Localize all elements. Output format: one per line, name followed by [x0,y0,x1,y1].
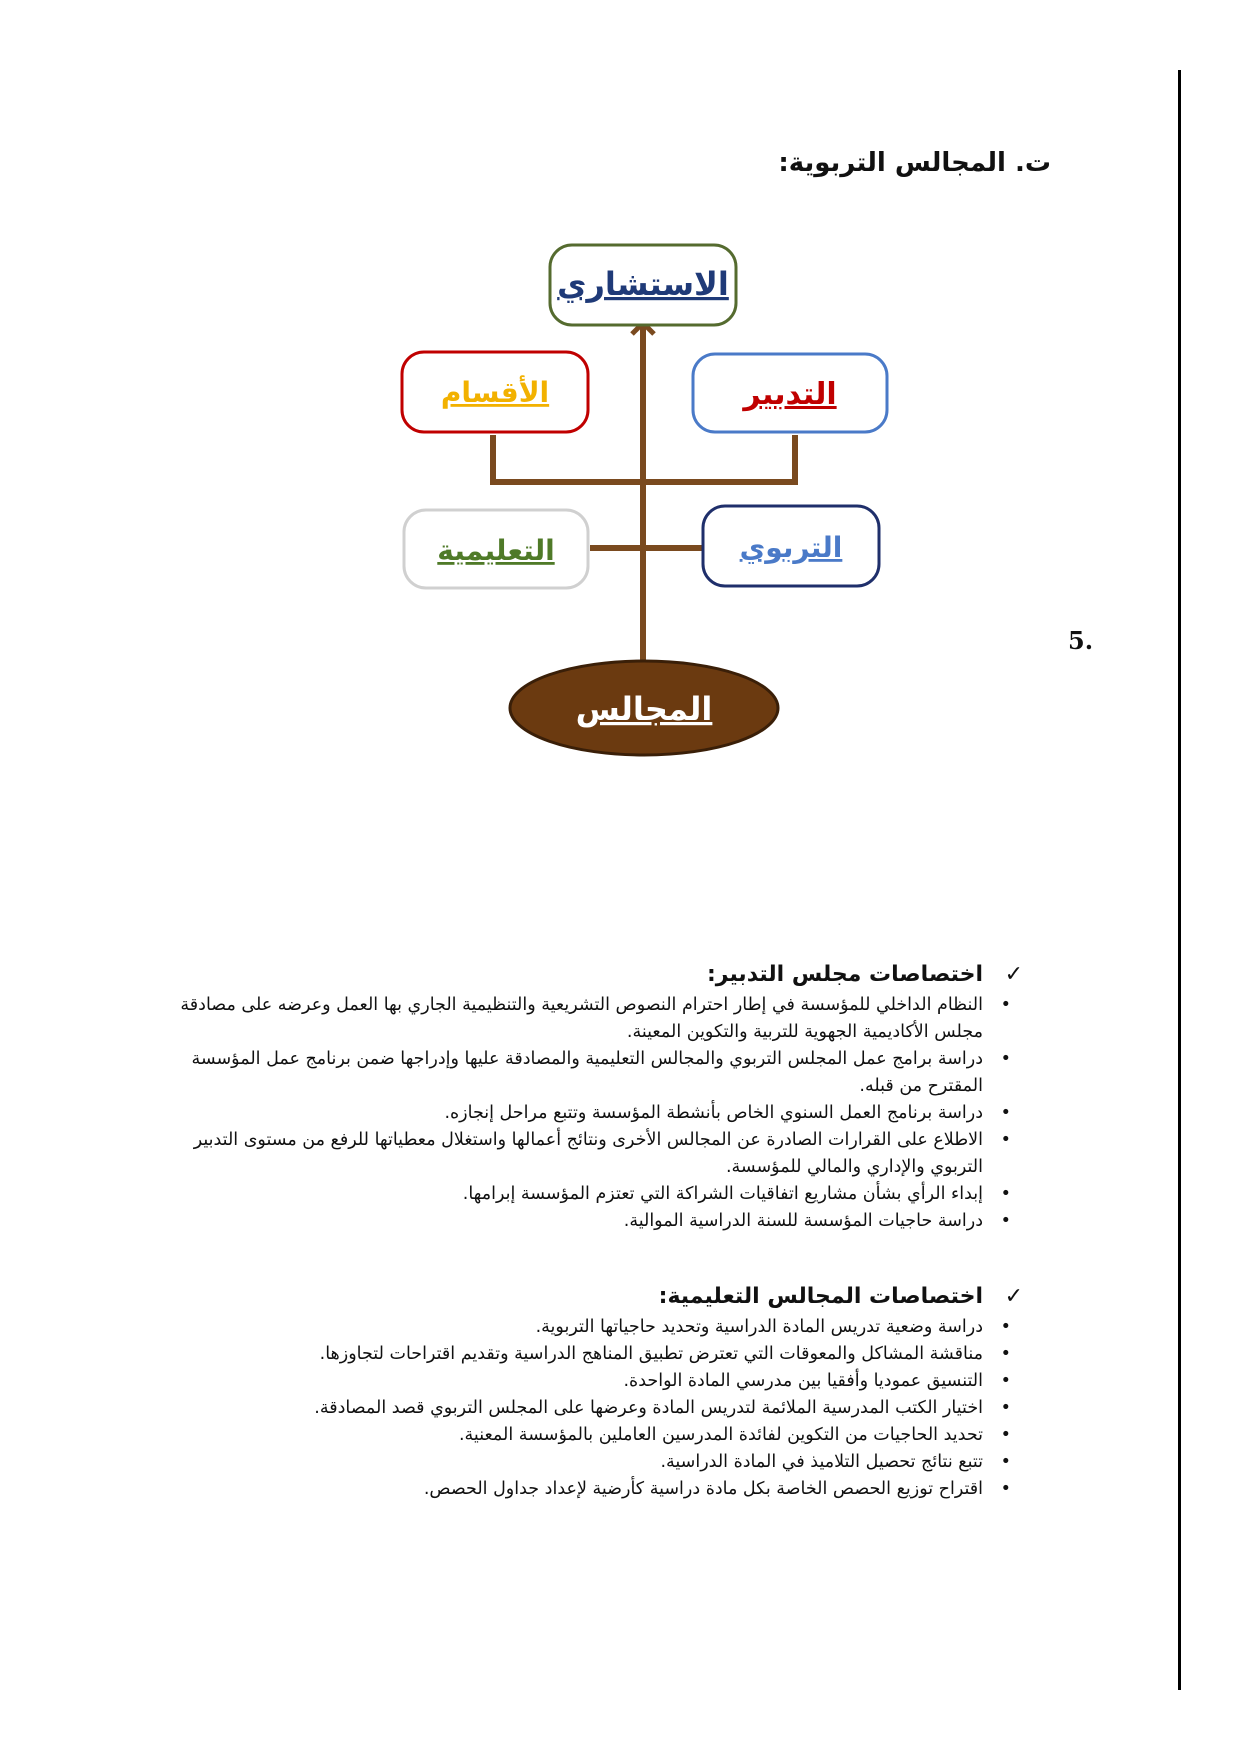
pedagogical-label: التربوي [739,531,843,564]
duties-list [151,992,1011,1235]
advisory-council-box [550,245,736,325]
bullet-icon: • [1000,1371,1011,1391]
list-item: • دراسة حاجيات المؤسسة للسنة الدراسية الموالية. [151,1208,1011,1235]
list-item: • اقتراح توزيع الحصص الخاصة بكل مادة دراسية كأرضية لإعداد جداول الحصص. [151,1476,1011,1503]
list-item: • تحديد الحاجيات من التكوين لفائدة المدرسين العاملين بالمؤسسة المعنية. [151,1422,1011,1449]
councils-tree-diagram [0,0,1241,800]
list-item: • تتبع نتائج تحصيل التلاميذ في المادة الدراسية. [151,1449,1011,1476]
bullet-icon: • [1000,1211,1011,1231]
list-item: • التنسيق عموديا وأفقيا بين مدرسي المادة الواحدة. [151,1368,1011,1395]
bullet-icon: • [1000,1130,1011,1150]
list-item: • اختيار الكتب المدرسية الملائمة لتدريس المادة وعرضها على المجلس التربوي قصد المصادقة. [151,1395,1011,1422]
check-mark-icon: ✓ [1004,1284,1023,1309]
section-title [151,958,1023,992]
departments-box [402,352,588,432]
bullet-icon: • [1000,1049,1011,1069]
page-number: 5. [1068,626,1094,655]
educational-box [404,510,588,588]
section-title-text: اختصاصات المجالس التعليمية: [658,1284,983,1309]
list-item: • دراسة برنامج العمل السنوي الخاص بأنشطة المؤسسة وتتبع مراحل إنجازه. [151,1100,1011,1127]
bullet-icon: • [1000,1344,1011,1364]
list-item: • مناقشة المشاكل والمعوقات التي تعترض تطبيق المناهج الدراسية وتقديم اقتراحات لتجاوزها. [151,1341,1011,1368]
advisory-council-label: الاستشاري [557,265,729,303]
departments-label: الأقسام [440,376,550,409]
list-item: • الاطلاع على القرارات الصادرة عن المجالس الأخرى ونتائج أعمالها واستغلال معطياتها للرفع من مستوى التدبير التربوي والإداري والمالي للمؤسسة. [151,1127,1011,1181]
bullet-icon: • [1000,1425,1011,1445]
councils-base-label: المجالس [575,690,713,728]
bullet-icon: • [1000,1398,1011,1418]
list-item: • دراسة وضعية تدريس المادة الدراسية وتحديد حاجياتها التربوية. [151,1314,1011,1341]
check-mark-icon: ✓ [1004,962,1023,987]
duties-list [151,1314,1011,1503]
section-heading: ت. المجالس التربوية: [778,148,1051,178]
educational-councils-section [151,1280,1023,1503]
pedagogical-box [703,506,879,586]
management-box [693,354,887,432]
bullet-icon: • [1000,995,1011,1015]
section-title [151,1280,1023,1314]
bullet-icon: • [1000,1103,1011,1123]
management-council-section [151,958,1023,1235]
bullet-icon: • [1000,1317,1011,1337]
bullet-icon: • [1000,1184,1011,1204]
list-item: • دراسة برامج عمل المجلس التربوي والمجالس التعليمية والمصادقة عليها وإدراجها ضمن برنامج عمل المؤسسة المقترح من قبله. [151,1046,1011,1100]
educational-label: التعليمية [437,534,555,567]
list-item: • النظام الداخلي للمؤسسة في إطار احترام النصوص التشريعية والتنظيمية الجاري بها العمل وعرضه على مصادقة مجلس الأكاديمية الجهوية للتربية والتكوين المعينة. [151,992,1011,1046]
section-title-text: اختصاصات مجلس التدبير: [706,962,983,987]
list-item: • إبداء الرأي بشأن مشاريع اتفاقيات الشراكة التي تعتزم المؤسسة إبرامها. [151,1181,1011,1208]
councils-base [510,661,778,755]
bullet-icon: • [1000,1479,1011,1499]
bullet-icon: • [1000,1452,1011,1472]
management-label: التدبير [743,377,837,412]
